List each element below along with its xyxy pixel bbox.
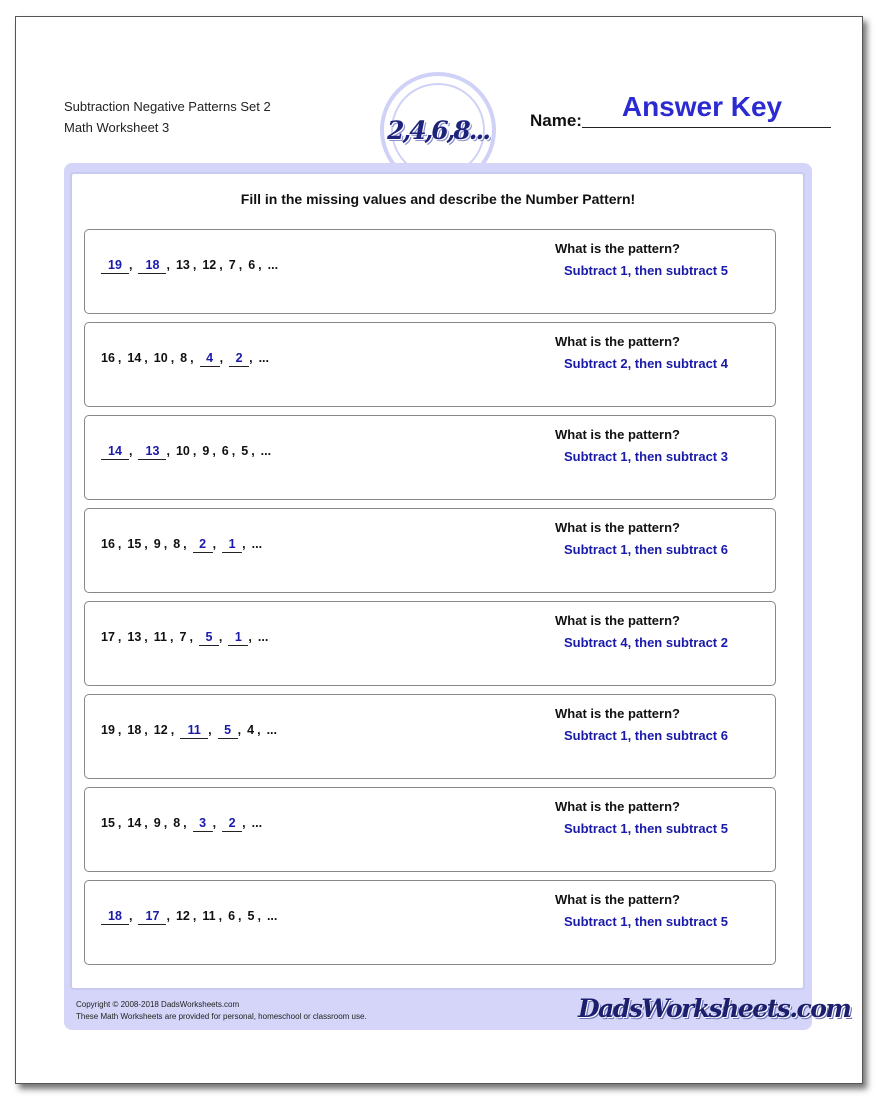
answer-blank[interactable]: 13 (138, 443, 166, 460)
term-separator: , (242, 816, 246, 830)
sequence-ellipsis: ... (260, 444, 272, 458)
term-separator: , (190, 351, 194, 365)
worksheet-title (64, 96, 271, 138)
given-term: 10 (175, 444, 190, 458)
term-separator: , (251, 444, 255, 458)
footer-brand-logo: DadsWorksheets.com (578, 994, 851, 1023)
problem-box (84, 880, 776, 965)
number-sequence (101, 535, 262, 553)
term-separator: , (183, 816, 187, 830)
term-separator: , (219, 351, 224, 365)
answer-blank[interactable]: 1 (228, 629, 248, 646)
term-separator: , (166, 258, 170, 272)
term-separator: , (170, 723, 175, 737)
term-separator: , (212, 444, 216, 458)
given-term: 7 (228, 258, 236, 272)
term-separator: , (117, 816, 122, 830)
term-separator: , (237, 723, 242, 737)
term-separator: , (238, 909, 242, 923)
given-term: 9 (153, 816, 161, 830)
term-separator: , (218, 630, 223, 644)
logo-text: 2,4,6,8... (387, 115, 489, 145)
pattern-answer: Subtract 1, then subtract 6 (564, 728, 728, 743)
given-term: 19 (101, 723, 115, 737)
number-sequence (101, 349, 269, 367)
given-term: 16 (101, 351, 115, 365)
name-line (582, 127, 831, 128)
sequence-ellipsis: ... (258, 351, 269, 365)
term-separator: , (257, 723, 261, 737)
term-separator: , (129, 444, 133, 458)
answer-blank[interactable]: 14 (101, 443, 129, 460)
answer-blank[interactable]: 19 (101, 257, 129, 274)
problem-box (84, 415, 776, 500)
pattern-answer: Subtract 1, then subtract 5 (564, 914, 728, 929)
answer-blank[interactable]: 2 (193, 536, 213, 553)
sequence-ellipsis: ... (257, 630, 269, 644)
term-separator: , (129, 258, 133, 272)
term-separator: , (117, 723, 122, 737)
term-separator: , (192, 444, 197, 458)
term-separator: , (219, 258, 223, 272)
term-separator: , (163, 816, 168, 830)
sequence-ellipsis: ... (267, 258, 279, 272)
given-term: 9 (153, 537, 161, 551)
pattern-prompt: What is the pattern? (555, 799, 680, 814)
given-term: 14 (127, 351, 142, 365)
given-term: 5 (247, 909, 255, 923)
given-term: 4 (247, 723, 255, 737)
given-term: 10 (153, 351, 168, 365)
answer-blank[interactable]: 3 (193, 815, 213, 832)
number-sequence (101, 628, 268, 646)
term-separator: , (248, 630, 252, 644)
given-term: 13 (175, 258, 190, 272)
pattern-prompt: What is the pattern? (555, 241, 680, 256)
sequence-ellipsis: ... (266, 909, 278, 923)
answer-blank[interactable]: 11 (180, 722, 208, 739)
given-term: 5 (241, 444, 249, 458)
term-separator: , (117, 351, 122, 365)
pattern-prompt: What is the pattern? (555, 706, 680, 721)
given-term: 8 (173, 537, 181, 551)
answer-blank[interactable]: 18 (101, 908, 129, 925)
term-separator: , (144, 816, 148, 830)
problem-box (84, 694, 776, 779)
given-term: 6 (248, 258, 256, 272)
pattern-answer: Subtract 4, then subtract 2 (564, 635, 728, 650)
given-term: 12 (175, 909, 190, 923)
number-sequence (101, 721, 277, 739)
term-separator: , (212, 816, 217, 830)
number-sequence (101, 442, 271, 460)
given-term: 11 (153, 630, 167, 644)
given-term: 11 (202, 909, 216, 923)
term-separator: , (258, 258, 262, 272)
sequence-ellipsis: ... (251, 537, 263, 551)
term-separator: , (144, 537, 148, 551)
given-term: 6 (228, 909, 236, 923)
title-line-1: Subtraction Negative Patterns Set 2 (64, 99, 271, 114)
pattern-answer: Subtract 1, then subtract 5 (564, 821, 728, 836)
given-term: 6 (221, 444, 229, 458)
pattern-prompt: What is the pattern? (555, 427, 680, 442)
pattern-answer: Subtract 1, then subtract 5 (564, 263, 728, 278)
term-separator: , (117, 630, 122, 644)
problem-box (84, 508, 776, 593)
term-separator: , (249, 351, 253, 365)
given-term: 12 (202, 258, 217, 272)
sequence-ellipsis: ... (251, 816, 263, 830)
term-separator: , (218, 909, 223, 923)
term-separator: , (170, 630, 174, 644)
term-separator: , (231, 444, 236, 458)
term-separator: , (166, 444, 170, 458)
answer-blank[interactable]: 4 (200, 350, 220, 367)
name-label: Name: (530, 111, 582, 130)
term-separator: , (144, 630, 148, 644)
given-term: 17 (101, 630, 115, 644)
given-term: 8 (180, 351, 188, 365)
term-separator: , (212, 537, 217, 551)
term-separator: , (166, 909, 170, 923)
pattern-answer: Subtract 1, then subtract 6 (564, 542, 728, 557)
given-term: 15 (127, 537, 142, 551)
problem-box (84, 787, 776, 872)
term-separator: , (144, 351, 148, 365)
term-separator: , (129, 909, 133, 923)
answer-key-label: Answer Key (621, 91, 783, 122)
term-separator: , (208, 723, 212, 737)
number-sequence (101, 814, 262, 832)
term-separator: , (170, 351, 175, 365)
number-sequence (101, 907, 277, 925)
given-term: 13 (127, 630, 142, 644)
title-line-2: Math Worksheet 3 (64, 120, 170, 135)
term-separator: , (189, 630, 193, 644)
term-separator: , (183, 537, 187, 551)
term-separator: , (192, 258, 197, 272)
copyright-text: Copyright © 2008-2018 DadsWorksheets.com (76, 1000, 240, 1009)
problem-box (84, 322, 776, 407)
term-separator: , (257, 909, 261, 923)
problem-box (84, 601, 776, 686)
answer-blank[interactable]: 5 (199, 629, 219, 646)
term-separator: , (192, 909, 197, 923)
given-term: 8 (173, 816, 181, 830)
sequence-ellipsis: ... (266, 723, 277, 737)
term-separator: , (144, 723, 148, 737)
footer-copyright (76, 999, 367, 1023)
given-term: 18 (127, 723, 142, 737)
term-separator: , (238, 258, 243, 272)
answer-blank[interactable]: 17 (138, 908, 166, 925)
answer-blank[interactable]: 5 (218, 722, 238, 739)
answer-blank[interactable]: 1 (222, 536, 242, 553)
problem-box (84, 229, 776, 314)
given-term: 9 (202, 444, 210, 458)
number-sequence (101, 256, 278, 274)
given-term: 16 (101, 537, 115, 551)
pattern-prompt: What is the pattern? (555, 520, 680, 535)
given-term: 12 (153, 723, 168, 737)
given-term: 15 (101, 816, 115, 830)
answer-blank[interactable]: 2 (222, 815, 242, 832)
given-term: 7 (179, 630, 187, 644)
answer-blank[interactable]: 2 (229, 350, 249, 367)
term-separator: , (242, 537, 246, 551)
pattern-answer: Subtract 1, then subtract 3 (564, 449, 728, 464)
term-separator: , (163, 537, 168, 551)
pattern-answer: Subtract 2, then subtract 4 (564, 356, 728, 371)
given-term: 14 (127, 816, 142, 830)
pattern-prompt: What is the pattern? (555, 334, 680, 349)
instructions: Fill in the missing values and describe the Number Pattern! (240, 191, 636, 207)
usage-notice: These Math Worksheets are provided for personal, homeschool or classroom use. (76, 1012, 367, 1021)
pattern-prompt: What is the pattern? (555, 892, 680, 907)
term-separator: , (117, 537, 122, 551)
pattern-prompt: What is the pattern? (555, 613, 680, 628)
answer-blank[interactable]: 18 (138, 257, 166, 274)
